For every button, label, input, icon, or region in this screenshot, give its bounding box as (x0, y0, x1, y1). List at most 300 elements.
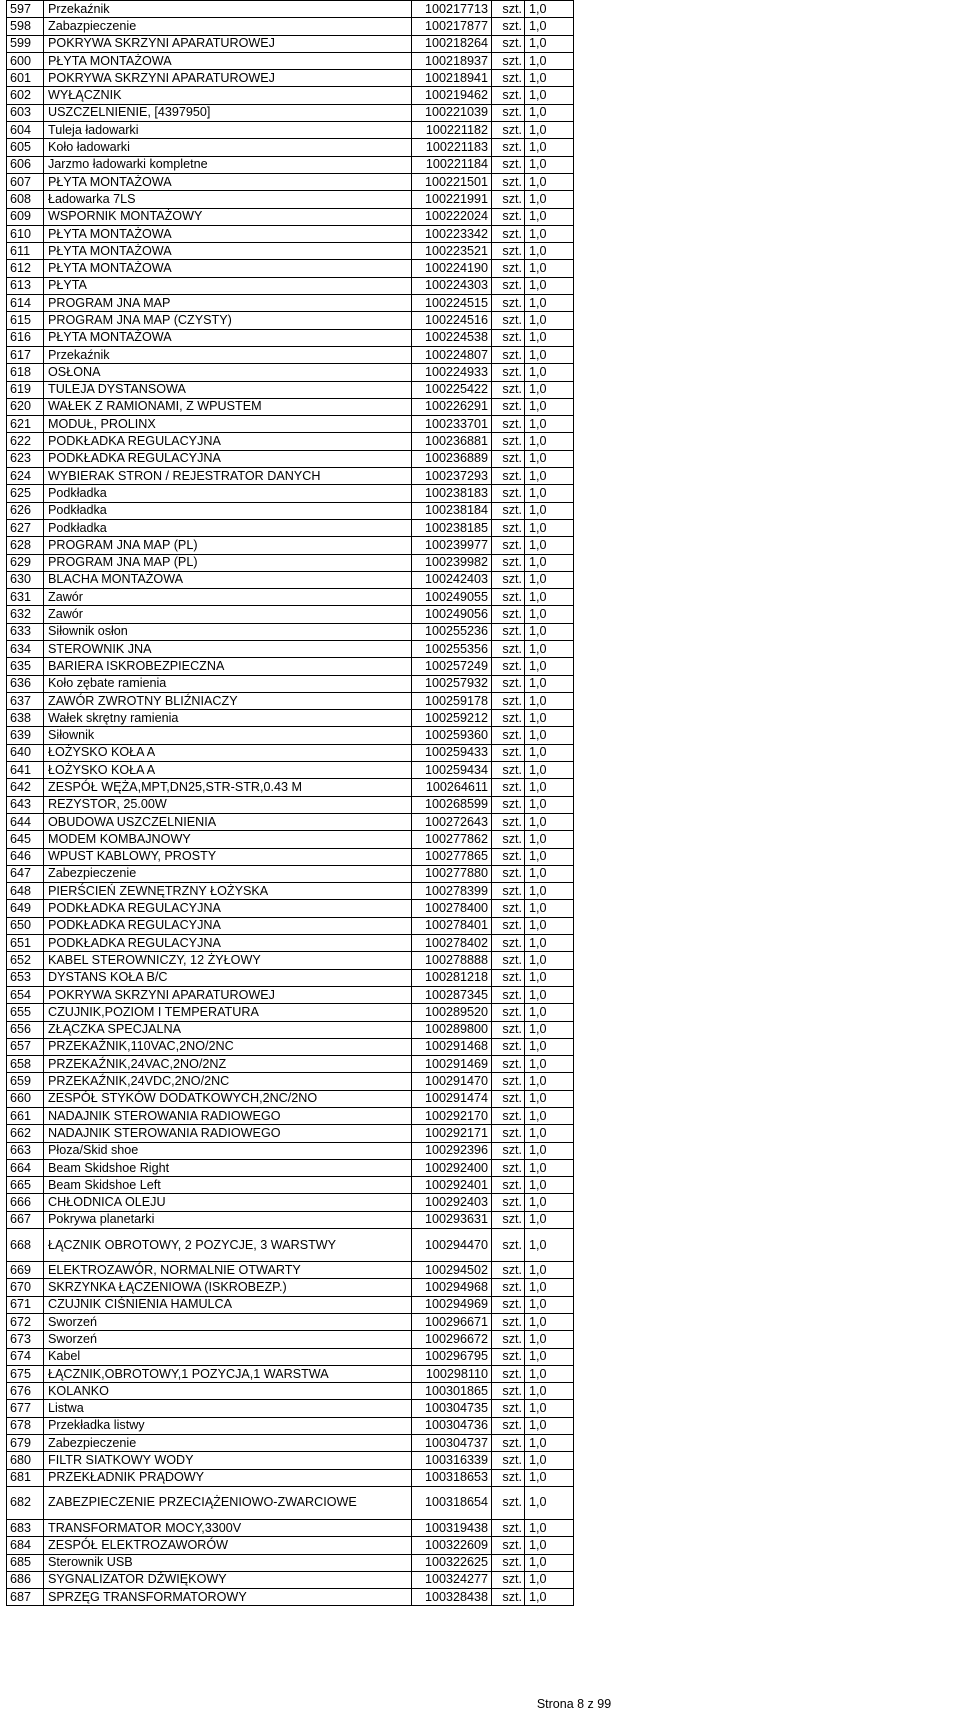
quantity: 1,0 (525, 1348, 574, 1365)
quantity: 1,0 (525, 450, 574, 467)
unit: szt. (492, 260, 525, 277)
table-row (7, 416, 574, 433)
row-number: 653 (7, 969, 44, 986)
part-name: PODKŁADKA REGULACYJNA (44, 917, 412, 934)
part-name: ZAWÓR ZWROTNY BLIŹNIACZY (44, 692, 412, 709)
part-name: Beam Skidshoe Left (44, 1177, 412, 1194)
part-code: 100296671 (412, 1313, 492, 1330)
table-row (7, 1177, 574, 1194)
part-code: 100277880 (412, 865, 492, 882)
quantity: 1,0 (525, 1177, 574, 1194)
row-number: 661 (7, 1108, 44, 1125)
unit: szt. (492, 865, 525, 882)
unit: szt. (492, 813, 525, 830)
unit: szt. (492, 675, 525, 692)
unit: szt. (492, 1400, 525, 1417)
row-number: 682 (7, 1486, 44, 1519)
part-code: 100259178 (412, 692, 492, 709)
table-row (7, 865, 574, 882)
row-number: 669 (7, 1262, 44, 1279)
row-number: 675 (7, 1365, 44, 1382)
unit: szt. (492, 416, 525, 433)
row-number: 633 (7, 623, 44, 640)
quantity: 1,0 (525, 848, 574, 865)
part-code: 100221991 (412, 191, 492, 208)
part-name: BLACHA MONTAŻOWA (44, 571, 412, 588)
quantity: 1,0 (525, 1331, 574, 1348)
row-number: 622 (7, 433, 44, 450)
unit: szt. (492, 1452, 525, 1469)
table-row (7, 1365, 574, 1382)
unit: szt. (492, 658, 525, 675)
part-code: 100301865 (412, 1383, 492, 1400)
row-number: 649 (7, 900, 44, 917)
part-code: 100224515 (412, 295, 492, 312)
part-code: 100292171 (412, 1125, 492, 1142)
part-code: 100318653 (412, 1469, 492, 1486)
row-number: 686 (7, 1571, 44, 1588)
part-name: PRZEKAŹNIK,110VAC,2NO/2NC (44, 1038, 412, 1055)
unit: szt. (492, 35, 525, 52)
row-number: 607 (7, 173, 44, 190)
part-name: PŁYTA MONTAŻOWA (44, 260, 412, 277)
part-name: DYSTANS KOŁA B/C (44, 969, 412, 986)
unit: szt. (492, 1537, 525, 1554)
part-name: NADAJNIK STEROWANIA RADIOWEGO (44, 1125, 412, 1142)
part-code: 100221184 (412, 156, 492, 173)
part-name: PODKŁADKA REGULACYJNA (44, 450, 412, 467)
row-number: 672 (7, 1313, 44, 1330)
part-name: PRZEKAŹNIK,24VDC,2NO/2NC (44, 1073, 412, 1090)
quantity: 1,0 (525, 416, 574, 433)
part-code: 100224190 (412, 260, 492, 277)
table-row (7, 1211, 574, 1228)
part-code: 100289520 (412, 1004, 492, 1021)
part-name: Tuleja ładowarki (44, 122, 412, 139)
part-name: Jarzmo ładowarki kompletne (44, 156, 412, 173)
quantity: 1,0 (525, 883, 574, 900)
part-code: 100224933 (412, 364, 492, 381)
row-number: 680 (7, 1452, 44, 1469)
table-row (7, 433, 574, 450)
part-name: ZESPÓŁ STYKÓW DODATKOWYCH,2NC/2NO (44, 1090, 412, 1107)
row-number: 597 (7, 1, 44, 18)
unit: szt. (492, 104, 525, 121)
unit: szt. (492, 640, 525, 657)
part-code: 100296672 (412, 1331, 492, 1348)
unit: szt. (492, 1417, 525, 1434)
unit: szt. (492, 1348, 525, 1365)
part-name: TULEJA DYSTANSOWA (44, 381, 412, 398)
unit: szt. (492, 1296, 525, 1313)
part-name: OSŁONA (44, 364, 412, 381)
part-code: 100224303 (412, 277, 492, 294)
part-name: CZUJNIK CIŚNIENIA HAMULCA (44, 1296, 412, 1313)
part-code: 100259433 (412, 744, 492, 761)
quantity: 1,0 (525, 1, 574, 18)
quantity: 1,0 (525, 1108, 574, 1125)
part-code: 100259434 (412, 762, 492, 779)
unit: szt. (492, 122, 525, 139)
quantity: 1,0 (525, 243, 574, 260)
part-name: MODUŁ, PROLINX (44, 416, 412, 433)
table-row (7, 243, 574, 260)
unit: szt. (492, 571, 525, 588)
row-number: 598 (7, 18, 44, 35)
table-row (7, 640, 574, 657)
row-number: 654 (7, 986, 44, 1003)
unit: szt. (492, 744, 525, 761)
unit: szt. (492, 952, 525, 969)
part-code: 100218264 (412, 35, 492, 52)
part-name: CZUJNIK,POZIOM I TEMPERATURA (44, 1004, 412, 1021)
quantity: 1,0 (525, 1194, 574, 1211)
row-number: 615 (7, 312, 44, 329)
part-name: PROGRAM JNA MAP (PL) (44, 554, 412, 571)
part-name: KABEL STEROWNICZY, 12 ŻYŁOWY (44, 952, 412, 969)
table-row (7, 191, 574, 208)
quantity: 1,0 (525, 1229, 574, 1262)
table-row (7, 1469, 574, 1486)
quantity: 1,0 (525, 1056, 574, 1073)
part-code: 100226291 (412, 398, 492, 415)
part-name: Zabezpieczenie (44, 1435, 412, 1452)
part-code: 100322609 (412, 1537, 492, 1554)
row-number: 612 (7, 260, 44, 277)
table-row (7, 848, 574, 865)
part-code: 100292170 (412, 1108, 492, 1125)
part-name: OBUDOWA USZCZELNIENIA (44, 813, 412, 830)
row-number: 681 (7, 1469, 44, 1486)
quantity: 1,0 (525, 969, 574, 986)
unit: szt. (492, 1004, 525, 1021)
unit: szt. (492, 468, 525, 485)
unit: szt. (492, 1486, 525, 1519)
row-number: 645 (7, 831, 44, 848)
quantity: 1,0 (525, 1365, 574, 1382)
part-name: KOLANKO (44, 1383, 412, 1400)
table-row (7, 744, 574, 761)
quantity: 1,0 (525, 1296, 574, 1313)
part-code: 100293631 (412, 1211, 492, 1228)
row-number: 637 (7, 692, 44, 709)
part-name: PRZEKŁADNIK PRĄDOWY (44, 1469, 412, 1486)
quantity: 1,0 (525, 1313, 574, 1330)
unit: szt. (492, 554, 525, 571)
row-number: 609 (7, 208, 44, 225)
part-code: 100272643 (412, 813, 492, 830)
unit: szt. (492, 1313, 525, 1330)
unit: szt. (492, 606, 525, 623)
table-row (7, 1400, 574, 1417)
quantity: 1,0 (525, 1142, 574, 1159)
quantity: 1,0 (525, 1262, 574, 1279)
unit: szt. (492, 1383, 525, 1400)
table-row (7, 122, 574, 139)
quantity: 1,0 (525, 554, 574, 571)
table-row (7, 692, 574, 709)
table-row (7, 1571, 574, 1588)
quantity: 1,0 (525, 191, 574, 208)
part-code: 100289800 (412, 1021, 492, 1038)
part-name: Sworzeń (44, 1313, 412, 1330)
part-name: CHŁODNICA OLEJU (44, 1194, 412, 1211)
table-row (7, 1279, 574, 1296)
row-number: 642 (7, 779, 44, 796)
quantity: 1,0 (525, 35, 574, 52)
row-number: 650 (7, 917, 44, 934)
part-name: ZŁĄCZKA SPECJALNA (44, 1021, 412, 1038)
part-name: WPUST KABLOWY, PROSTY (44, 848, 412, 865)
quantity: 1,0 (525, 225, 574, 242)
part-name: POKRYWA SKRZYNI APARATUROWEJ (44, 986, 412, 1003)
part-name: PROGRAM JNA MAP (44, 295, 412, 312)
part-code: 100291474 (412, 1090, 492, 1107)
quantity: 1,0 (525, 1537, 574, 1554)
table-row (7, 277, 574, 294)
row-number: 610 (7, 225, 44, 242)
part-name: Podkładka (44, 485, 412, 502)
row-number: 677 (7, 1400, 44, 1417)
quantity: 1,0 (525, 468, 574, 485)
unit: szt. (492, 1142, 525, 1159)
row-number: 658 (7, 1056, 44, 1073)
unit: szt. (492, 139, 525, 156)
table-row (7, 900, 574, 917)
unit: szt. (492, 969, 525, 986)
part-code: 100324277 (412, 1571, 492, 1588)
part-code: 100249055 (412, 589, 492, 606)
quantity: 1,0 (525, 18, 574, 35)
part-code: 100278888 (412, 952, 492, 969)
table-row (7, 485, 574, 502)
quantity: 1,0 (525, 295, 574, 312)
unit: szt. (492, 295, 525, 312)
table-row (7, 139, 574, 156)
unit: szt. (492, 1021, 525, 1038)
unit: szt. (492, 1589, 525, 1606)
part-code: 100278400 (412, 900, 492, 917)
part-code: 100322625 (412, 1554, 492, 1571)
row-number: 603 (7, 104, 44, 121)
part-name: Płoza/Skid shoe (44, 1142, 412, 1159)
unit: szt. (492, 623, 525, 640)
row-number: 606 (7, 156, 44, 173)
part-name: PODKŁADKA REGULACYJNA (44, 900, 412, 917)
table-row (7, 727, 574, 744)
table-row (7, 329, 574, 346)
part-code: 100298110 (412, 1365, 492, 1382)
table-row (7, 1383, 574, 1400)
quantity: 1,0 (525, 312, 574, 329)
quantity: 1,0 (525, 519, 574, 536)
quantity: 1,0 (525, 744, 574, 761)
row-number: 638 (7, 710, 44, 727)
unit: szt. (492, 519, 525, 536)
part-code: 100237293 (412, 468, 492, 485)
unit: szt. (492, 1108, 525, 1125)
part-code: 100224538 (412, 329, 492, 346)
table-row (7, 606, 574, 623)
part-code: 100239982 (412, 554, 492, 571)
row-number: 684 (7, 1537, 44, 1554)
table-row (7, 1519, 574, 1536)
quantity: 1,0 (525, 1452, 574, 1469)
quantity: 1,0 (525, 346, 574, 363)
table-row (7, 935, 574, 952)
part-name: Pokrywa planetarki (44, 1211, 412, 1228)
part-name: ZESPÓŁ ELEKTROZAWORÓW (44, 1537, 412, 1554)
quantity: 1,0 (525, 364, 574, 381)
row-number: 641 (7, 762, 44, 779)
unit: szt. (492, 70, 525, 87)
row-number: 656 (7, 1021, 44, 1038)
table-row (7, 969, 574, 986)
quantity: 1,0 (525, 1400, 574, 1417)
row-number: 683 (7, 1519, 44, 1536)
part-code: 100304735 (412, 1400, 492, 1417)
row-number: 644 (7, 813, 44, 830)
part-name: ŁOŻYSKO KOŁA A (44, 762, 412, 779)
part-code: 100291468 (412, 1038, 492, 1055)
row-number: 624 (7, 468, 44, 485)
quantity: 1,0 (525, 1571, 574, 1588)
unit: szt. (492, 52, 525, 69)
part-name: ZESPÓŁ WĘŻA,MPT,DN25,STR-STR,0.43 M (44, 779, 412, 796)
row-number: 602 (7, 87, 44, 104)
part-code: 100292396 (412, 1142, 492, 1159)
quantity: 1,0 (525, 796, 574, 813)
table-row (7, 295, 574, 312)
part-name: Koło ładowarki (44, 139, 412, 156)
part-name: Beam Skidshoe Right (44, 1159, 412, 1176)
part-code: 100281218 (412, 969, 492, 986)
quantity: 1,0 (525, 139, 574, 156)
table-row (7, 1348, 574, 1365)
part-code: 100223342 (412, 225, 492, 242)
unit: szt. (492, 917, 525, 934)
part-name: Zawór (44, 589, 412, 606)
table-row (7, 1486, 574, 1519)
row-number: 630 (7, 571, 44, 588)
quantity: 1,0 (525, 813, 574, 830)
table-row (7, 1262, 574, 1279)
part-code: 100296795 (412, 1348, 492, 1365)
row-number: 618 (7, 364, 44, 381)
unit: szt. (492, 883, 525, 900)
table-row (7, 173, 574, 190)
table-row (7, 1537, 574, 1554)
row-number: 623 (7, 450, 44, 467)
quantity: 1,0 (525, 122, 574, 139)
unit: szt. (492, 346, 525, 363)
quantity: 1,0 (525, 381, 574, 398)
unit: szt. (492, 986, 525, 1003)
part-code: 100292400 (412, 1159, 492, 1176)
part-code: 100242403 (412, 571, 492, 588)
row-number: 662 (7, 1125, 44, 1142)
part-code: 100259212 (412, 710, 492, 727)
part-name: POKRYWA SKRZYNI APARATUROWEJ (44, 70, 412, 87)
table-row (7, 519, 574, 536)
part-name: Przekładka listwy (44, 1417, 412, 1434)
quantity: 1,0 (525, 1038, 574, 1055)
table-row (7, 52, 574, 69)
quantity: 1,0 (525, 1486, 574, 1519)
table-row (7, 225, 574, 242)
unit: szt. (492, 1038, 525, 1055)
part-code: 100218937 (412, 52, 492, 69)
table-row (7, 346, 574, 363)
unit: szt. (492, 502, 525, 519)
row-number: 676 (7, 1383, 44, 1400)
part-name: ŁĄCZNIK OBROTOWY, 2 POZYCJE, 3 WARSTWY (44, 1229, 412, 1262)
part-name: SPRZĘG TRANSFORMATOROWY (44, 1589, 412, 1606)
unit: szt. (492, 1469, 525, 1486)
part-name: TRANSFORMATOR MOCY,3300V (44, 1519, 412, 1536)
table-row (7, 537, 574, 554)
table-row (7, 364, 574, 381)
part-name: Zawór (44, 606, 412, 623)
quantity: 1,0 (525, 1004, 574, 1021)
unit: szt. (492, 779, 525, 796)
quantity: 1,0 (525, 606, 574, 623)
row-number: 634 (7, 640, 44, 657)
part-name: Zabazpieczenie (44, 18, 412, 35)
quantity: 1,0 (525, 1469, 574, 1486)
unit: szt. (492, 87, 525, 104)
table-row (7, 1589, 574, 1606)
part-name: Koło zębate ramienia (44, 675, 412, 692)
part-name: BARIERA ISKROBEZPIECZNA (44, 658, 412, 675)
part-name: PŁYTA MONTAŻOWA (44, 243, 412, 260)
row-number: 670 (7, 1279, 44, 1296)
quantity: 1,0 (525, 329, 574, 346)
part-code: 100238183 (412, 485, 492, 502)
unit: szt. (492, 1056, 525, 1073)
part-code: 100278402 (412, 935, 492, 952)
unit: szt. (492, 312, 525, 329)
quantity: 1,0 (525, 986, 574, 1003)
parts-table-body (7, 1, 574, 1606)
table-row (7, 1108, 574, 1125)
unit: szt. (492, 1194, 525, 1211)
part-code: 100268599 (412, 796, 492, 813)
table-row (7, 710, 574, 727)
row-number: 687 (7, 1589, 44, 1606)
table-row (7, 1331, 574, 1348)
quantity: 1,0 (525, 1554, 574, 1571)
quantity: 1,0 (525, 70, 574, 87)
table-row (7, 1229, 574, 1262)
table-row (7, 1417, 574, 1434)
part-code: 100291469 (412, 1056, 492, 1073)
part-name: PODKŁADKA REGULACYJNA (44, 935, 412, 952)
quantity: 1,0 (525, 537, 574, 554)
table-row (7, 156, 574, 173)
part-name: Podkładka (44, 502, 412, 519)
quantity: 1,0 (525, 623, 574, 640)
table-row (7, 1090, 574, 1107)
quantity: 1,0 (525, 502, 574, 519)
table-row (7, 1125, 574, 1142)
row-number: 663 (7, 1142, 44, 1159)
row-number: 667 (7, 1211, 44, 1228)
unit: szt. (492, 485, 525, 502)
table-row (7, 468, 574, 485)
row-number: 629 (7, 554, 44, 571)
unit: szt. (492, 831, 525, 848)
